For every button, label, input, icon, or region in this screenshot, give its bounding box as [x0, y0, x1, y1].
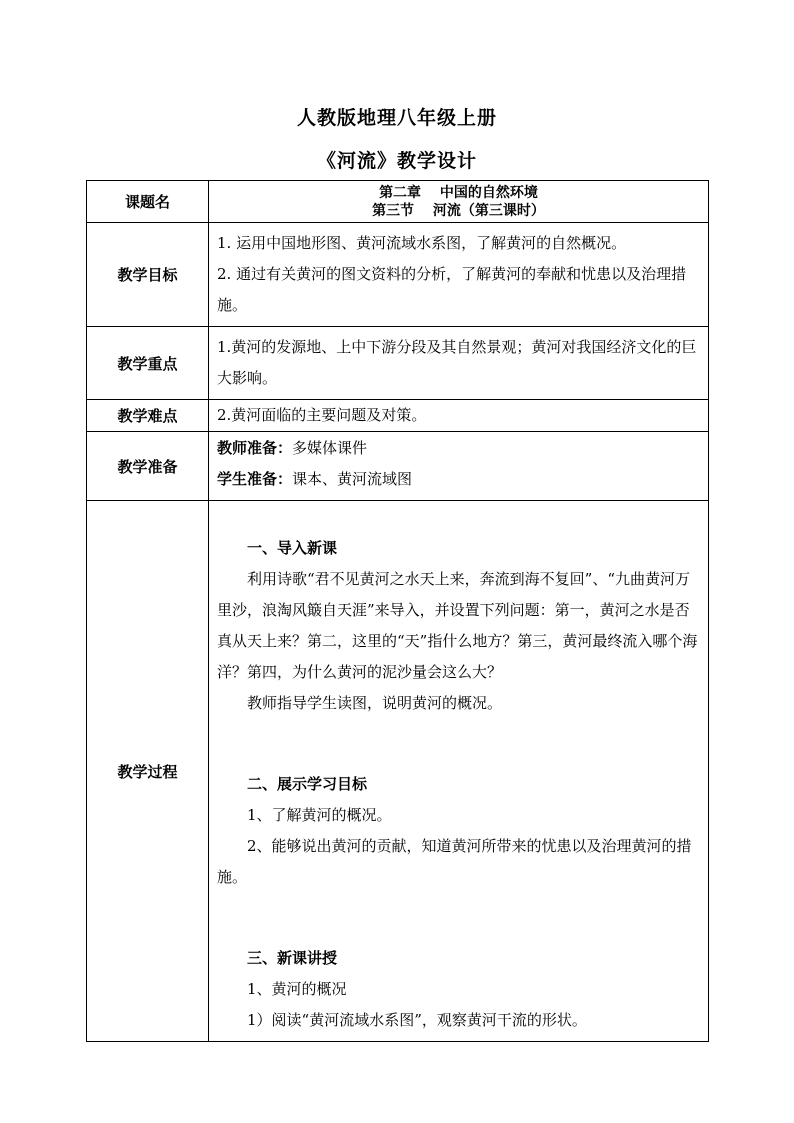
document-subtitle: 《河流》教学设计: [316, 150, 477, 172]
student-prep-label: 学生准备：: [217, 470, 293, 488]
section-2-heading: 二、展示学习目标: [247, 775, 368, 793]
preparation-content: [209, 432, 709, 501]
section-1-paragraph-1: 利用诗歌“君不见黄河之水天上来，奔流到海不复回”、“九曲黄河万里沙，浪淘风簸自天涯”来导入，并设置下列问题：第一，黄河之水是否真从天上来？第二，这里的“天”指什么地方？第三，黄河最终流入哪个海洋？第四，为什么黄河的泥沙量会这么大？: [217, 570, 698, 681]
teacher-prep: [217, 433, 700, 464]
lesson-plan-table: [86, 180, 709, 1042]
objective-item-2: 2. 通过有关黄河的图文资料的分析，了解黄河的奉献和忧患以及治理措施。: [217, 265, 687, 314]
preparation-row: [87, 432, 709, 501]
process-row: [87, 501, 709, 1042]
teacher-prep-label: 教师准备：: [217, 439, 293, 457]
process-content: [209, 501, 709, 1042]
chapter-line: 第二章 中国的自然环境: [379, 184, 538, 201]
key-points-content: [209, 327, 709, 400]
difficulties-content: [209, 400, 709, 432]
topic-content: [209, 181, 709, 223]
objective-item-1: 1. 运用中国地形图、黄河流域水系图，了解黄河的自然概况。: [217, 234, 627, 252]
document-title: 人教版地理八年级上册: [296, 107, 497, 129]
objectives-label: 教学目标: [87, 223, 209, 327]
teacher-prep-text: 多媒体课件: [292, 439, 368, 457]
difficulties-row: [87, 400, 709, 432]
key-points-label: 教学重点: [87, 327, 209, 400]
section-line: 第三节 河流（第三课时）: [372, 202, 545, 219]
student-prep-text: 课本、黄河流域图: [292, 470, 413, 488]
section-1-paragraph-2: 教师指导学生读图，说明黄河的概况。: [247, 694, 503, 712]
section-3-heading: 三、新课讲授: [247, 949, 338, 967]
process-label: 教学过程: [87, 501, 209, 1042]
student-prep: [217, 464, 700, 495]
topic-label: 课题名: [87, 181, 209, 223]
key-points-text: 1.黄河的发源地、上中下游分段及其自然景观；黄河对我国经济文化的巨大影响。: [217, 338, 697, 387]
difficulties-text: 2.黄河面临的主要问题及对策。: [217, 406, 427, 424]
section-2-paragraph-1: 1、了解黄河的概况。: [247, 806, 392, 824]
section-1-heading: 一、导入新课: [247, 539, 338, 557]
preparation-label: 教学准备: [87, 432, 209, 501]
topic-row: [87, 181, 709, 223]
difficulties-label: 教学难点: [87, 400, 209, 432]
section-2-paragraph-2: 2、能够说出黄河的贡献，知道黄河所带来的忧患以及治理黄河的措施。: [217, 837, 692, 886]
objectives-content: [209, 223, 709, 327]
key-points-row: [87, 327, 709, 400]
section-3-paragraph-2: 1）阅读“黄河流域水系图”，观察黄河干流的形状。: [247, 1011, 587, 1029]
section-3-paragraph-1: 1、黄河的概况: [247, 980, 347, 998]
objectives-row: [87, 223, 709, 327]
